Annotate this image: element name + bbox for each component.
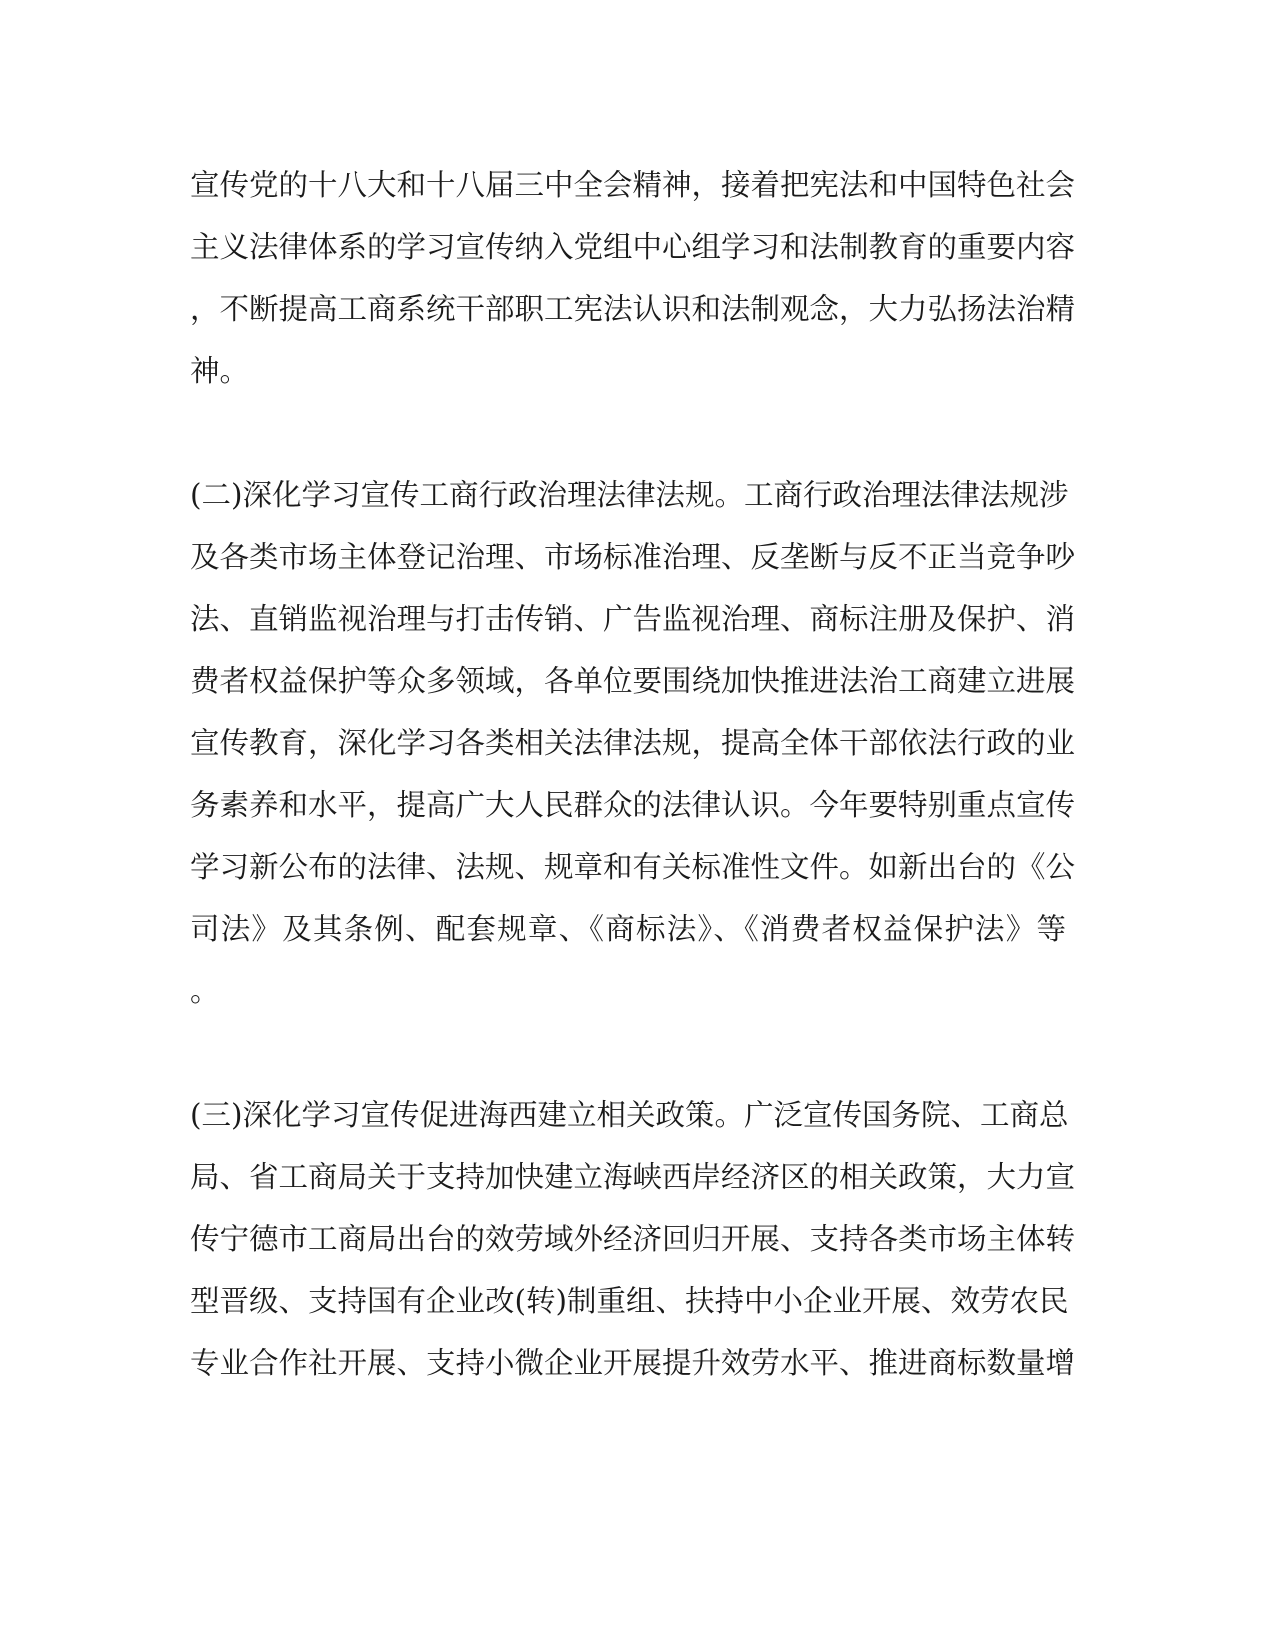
paragraph-1-line-1: 宣传党的十八大和十八届三中全会精神，接着把宪法和中国特色社会 <box>190 168 1076 202</box>
paragraph-2-line-4: 费者权益保护等众多领域，各单位要围绕加快推进法治工商建立进展 <box>190 664 1076 698</box>
paragraph-2-line-3: 法、直销监视治理与打击传销、广告监视治理、商标注册及保护、消 <box>190 602 1076 636</box>
paragraph-3-line-2: 局、省工商局关于支持加快建立海峡西岸经济区的相关政策，大力宣 <box>190 1160 1076 1194</box>
paragraph-2-line-2: 及各类市场主体登记治理、市场标准治理、反垄断与反不正当竞争吵 <box>190 540 1076 574</box>
paragraph-3-line-1: (三)深化学习宣传促进海西建立相关政策。广泛宣传国务院、工商总 <box>190 1098 1069 1132</box>
paragraph-3-line-3: 传宁德市工商局出台的效劳域外经济回归开展、支持各类市场主体转 <box>190 1222 1076 1256</box>
paragraph-3-line-5: 专业合作社开展、支持小微企业开展提升效劳水平、推进商标数量增 <box>190 1346 1076 1380</box>
paragraph-3-line-4: 型晋级、支持国有企业改(转)制重组、扶持中小企业开展、效劳农民 <box>190 1284 1069 1318</box>
paragraph-2-line-6: 务素养和水平，提高广大人民群众的法律认识。今年要特别重点宣传 <box>190 788 1076 822</box>
paragraph-1-line-2: 主义法律体系的学习宣传纳入党组中心组学习和法制教育的重要内容 <box>190 230 1076 264</box>
paragraph-2-line-1: (二)深化学习宣传工商行政治理法律法规。工商行政治理法律法规涉 <box>190 478 1069 512</box>
paragraph-2-line-9: 。 <box>190 974 220 1008</box>
paragraph-1-line-4: 神。 <box>190 354 250 388</box>
paragraph-2-line-5: 宣传教育，深化学习各类相关法律法规，提高全体干部依法行政的业 <box>190 726 1076 760</box>
paragraph-2-line-8: 司法》及其条例、配套规章、《商标法》、《消费者权益保护法》等 <box>190 912 1066 946</box>
paragraph-1-line-3: ，不断提高工商系统干部职工宪法认识和法制观念，大力弘扬法治精 <box>190 292 1076 326</box>
paragraph-2-line-7: 学习新公布的法律、法规、规章和有关标准性文件。如新出台的《公 <box>190 850 1076 884</box>
